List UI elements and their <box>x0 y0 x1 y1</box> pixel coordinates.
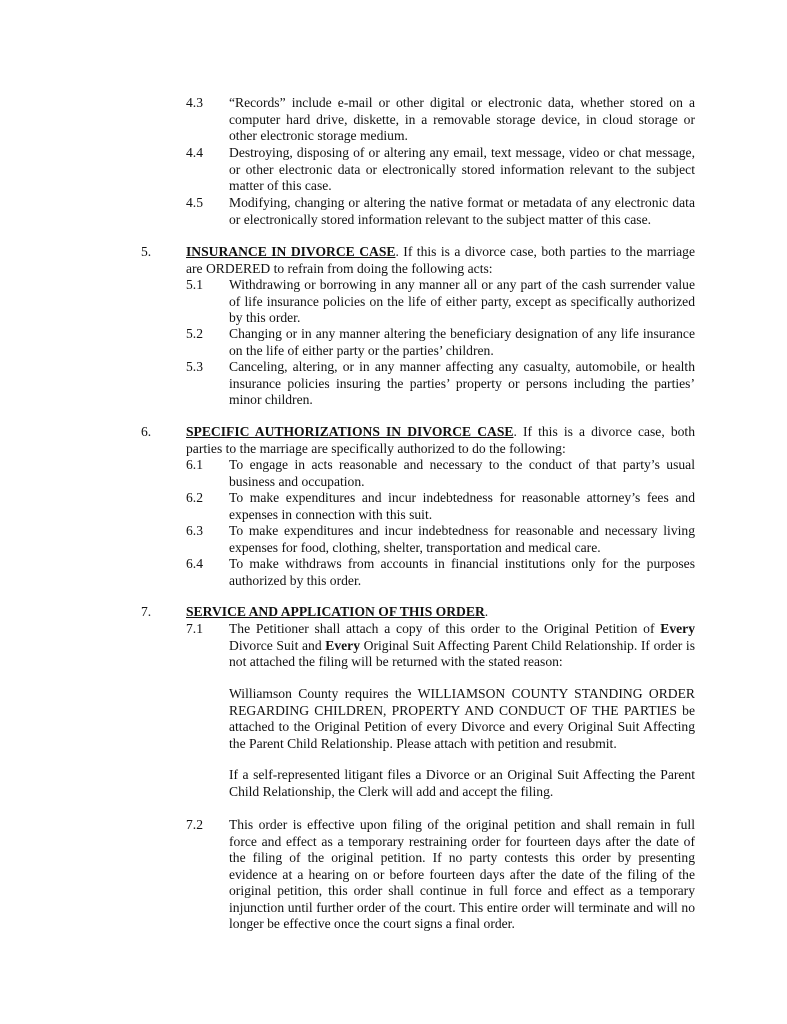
item-text: This order is effective upon filing of the original petition and shall remain in full force and effect as a temporary restraining order for fourteen days after the date of the filing of the original petition. If no party contests this order by presenting evidence at a hearing on or before fourteen days after the date of the filing of the original petition, this order shall continue in full force and effect as a temporary injunction until further order of the court. This entire order will terminate and will no longer be effective once the court signs a final order. <box>229 817 695 931</box>
section-heading: SPECIFIC AUTHORIZATIONS IN DIVORCE CASE <box>186 424 514 439</box>
item-paragraph: Williamson County requires the WILLIAMSON COUNTY STANDING ORDER REGARDING CHILDREN, PROPERTY AND CONDUCT OF THE PARTIES be attached to the Original Petition of every Divorce and every Original Suit Affecting the Parent Child Relationship. Please attach with petition and resubmit. <box>229 686 695 751</box>
item-text-part: Original Suit Affecting Parent Child Relationship. If order is not attached the filing will be returned with the stated reason: <box>229 637 695 669</box>
item-number: 5.2 <box>186 326 203 341</box>
item-text: To make withdraws from accounts in financial institutions only for the purposes authorized by this order. <box>229 556 695 588</box>
item-number: 7.2 <box>186 817 203 832</box>
section-heading-line <box>186 604 695 621</box>
item-number: 6.2 <box>186 490 203 505</box>
emphasis-every: Every <box>660 621 695 636</box>
section-heading: INSURANCE IN DIVORCE CASE <box>186 244 396 259</box>
item-text: Canceling, altering, or in any manner affecting any casualty, automobile, or health insurance policies insuring the parties’ property or persons including the parties’ minor children. <box>229 359 695 407</box>
item-number: 4.4 <box>186 145 203 160</box>
item-text-part: Divorce Suit and <box>229 637 326 653</box>
item-text-part: The Petitioner shall attach a copy of this order to the Original Petition of <box>229 621 661 636</box>
section-number: 5. <box>141 244 152 259</box>
item-number: 4.3 <box>186 95 203 110</box>
section-intro <box>186 244 695 277</box>
section-number: 6. <box>141 424 152 439</box>
item-number: 6.1 <box>186 457 203 472</box>
item-number: 7.1 <box>186 621 203 636</box>
item-text: “Records” include e-mail or other digital or electronic data, whether stored on a computer hard drive, diskette, in a removable storage device, in cloud storage or other electronic storage medium. <box>229 95 695 143</box>
item-number: 6.3 <box>186 523 203 538</box>
item-text: Withdrawing or borrowing in any manner all or any part of the cash surrender value of life insurance policies on the life of either party, except as specifically authorized by this order. <box>229 277 695 325</box>
item-text: To engage in acts reasonable and necessary to the conduct of that party’s usual business and occupation. <box>229 457 695 489</box>
section-intro-text: . If this is a divorce case, both parties to the marriage are ORDERED to refrain from doing the following acts: <box>186 244 695 276</box>
item-paragraph: If a self-represented litigant files a Divorce or an Original Suit Affecting the Parent Child Relationship, the Clerk will add and accept the filing. <box>229 767 695 799</box>
item-number: 4.5 <box>186 195 203 210</box>
section-intro <box>186 424 695 457</box>
item-text <box>229 621 695 671</box>
section-heading-end: . <box>484 604 489 619</box>
item-text: Destroying, disposing of or altering any email, text message, video or chat message, or other electronic data or electronically stored information relevant to the subject matter of this case. <box>229 145 695 193</box>
item-number: 6.4 <box>186 556 203 571</box>
item-text: Changing or in any manner altering the beneficiary designation of any life insurance on the life of either party or the parties’ children. <box>229 326 695 358</box>
item-text: Modifying, changing or altering the native format or metadata of any electronic data or electronically stored information relevant to the subject matter of this case. <box>229 195 695 227</box>
emphasis-every: Every <box>325 637 360 653</box>
section-intro-text: . If this is a divorce case, both parties to the marriage are specifically authorized to do the following: <box>186 424 695 456</box>
section-heading: SERVICE AND APPLICATION OF THIS ORDER <box>186 604 485 619</box>
item-text: To make expenditures and incur indebtedness for reasonable and necessary living expenses for food, clothing, shelter, transportation and medical care. <box>229 523 695 555</box>
item-text: To make expenditures and incur indebtedness for reasonable attorney’s fees and expenses in connection with this suit. <box>229 490 695 522</box>
section-number: 7. <box>141 604 152 619</box>
item-number: 5.1 <box>186 277 203 292</box>
item-number: 5.3 <box>186 359 203 374</box>
